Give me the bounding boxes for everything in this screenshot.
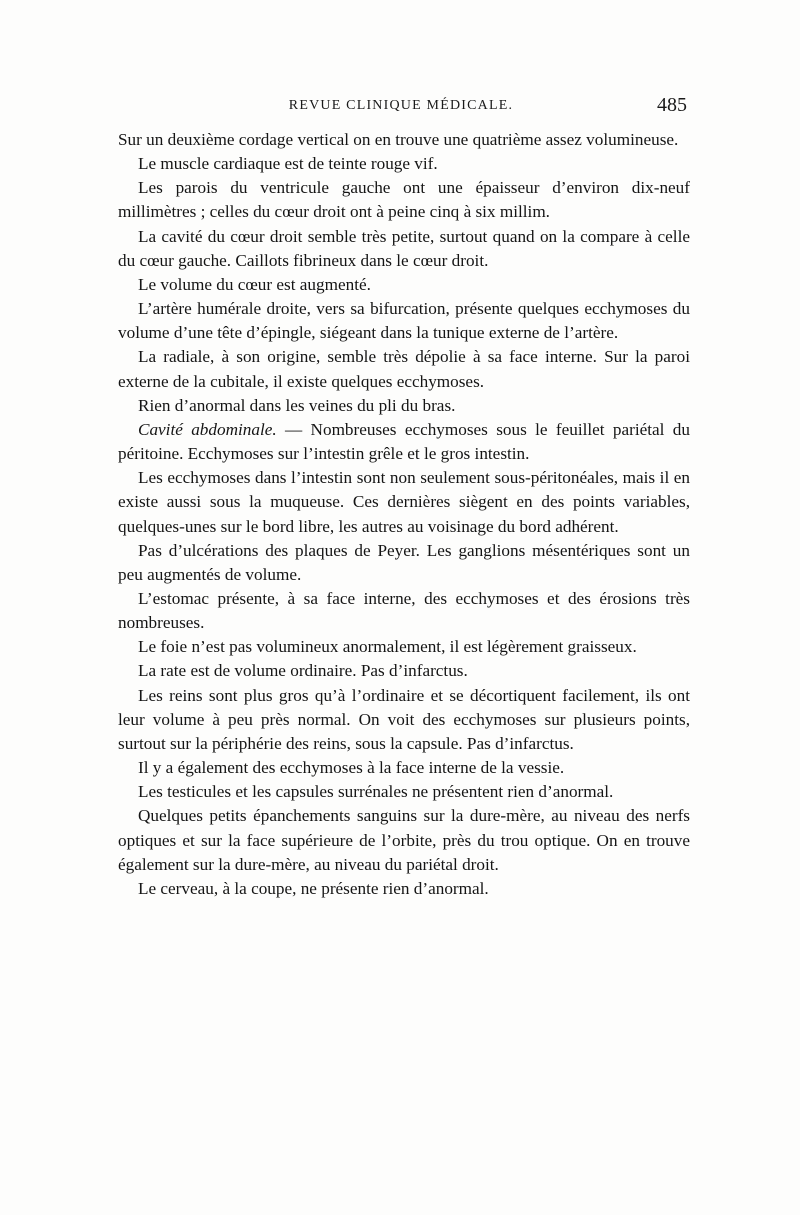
paragraph: La radiale, à son origine, semble très dépolie à sa face interne. Sur la paroi externe de la cubitale, il existe quelques ecchymoses.: [118, 347, 690, 391]
running-title: REVUE CLINIQUE MÉDICALE.: [288, 98, 514, 113]
page-number: 485: [657, 94, 687, 116]
paragraph: Quelques petits épanchements sanguins sur la dure-mère, au niveau des nerfs optiques et sur la face supérieure de l’orbite, près du trou optique. On en trouve également sur la dure-mère, au niveau du pariétal droit.: [118, 806, 690, 874]
paragraph: La cavité du cœur droit semble très petite, surtout quand on la compare à celle du cœur gauche. Caillots fibrineux dans le cœur droit.: [118, 226, 690, 270]
paragraph: Les testicules et les capsules surrénales ne présentent rien d’anormal.: [138, 782, 614, 802]
paragraph: Pas d’ulcérations des plaques de Peyer. Les ganglions mésentériques sont un peu augmentés de volume.: [118, 540, 690, 584]
paragraph: Le foie n’est pas volumineux anormalement, il est légèrement graisseux.: [138, 637, 637, 657]
paragraph: Les ecchymoses dans l’intestin sont non seulement sous-péritonéales, mais il en existe aussi sous la muqueuse. Ces dernières siègent en des points variables, quelques-unes sur le bord libre, les autres au voisinage du bord adhérent.: [118, 468, 690, 536]
paragraph: La rate est de volume ordinaire. Pas d’infarctus.: [138, 661, 468, 681]
paragraph: Le muscle cardiaque est de teinte rouge vif.: [138, 154, 438, 174]
paragraph: L’estomac présente, à sa face interne, des ecchymoses et des érosions très nombreuses.: [118, 588, 690, 633]
paragraph: Cavité abdominale. — Nombreuses ecchymoses sous le feuillet pariétal du péritoine. Ecchymoses sur l’intestin grêle et le gros intestin.: [118, 419, 690, 464]
section-label: Cavité abdominale.: [138, 419, 277, 439]
paragraph: Le cerveau, à la coupe, ne présente rien d’anormal.: [138, 878, 489, 898]
paragraph: L’artère humérale droite, vers sa bifurcation, présente quelques ecchymoses du volume d’une tête d’épingle, siégeant dans la tunique externe de l’artère.: [118, 299, 690, 343]
paragraph: Les reins sont plus gros qu’à l’ordinaire et se décortiquent facilement, ils ont leur volume à peu près normal. On voit des ecchymoses sur plusieurs points, surtout sur la périphérie des reins, sous la capsule. Pas d’infarctus.: [118, 685, 690, 753]
paragraph: Les parois du ventricule gauche ont une épaisseur d’environ dix-neuf millimètres ; celles du cœur droit ont à peine cinq à six millim.: [118, 178, 690, 222]
paragraph: Rien d’anormal dans les veines du pli du bras.: [138, 395, 456, 415]
paragraph: Le volume du cœur est augmenté.: [138, 274, 371, 294]
running-head: [115, 94, 687, 122]
paragraph: Sur un deuxième cordage vertical on en trouve une quatrième assez volumineuse.: [118, 130, 679, 149]
paragraph: Il y a également des ecchymoses à la face interne de la vessie.: [138, 758, 565, 778]
body-text: [118, 128, 690, 901]
